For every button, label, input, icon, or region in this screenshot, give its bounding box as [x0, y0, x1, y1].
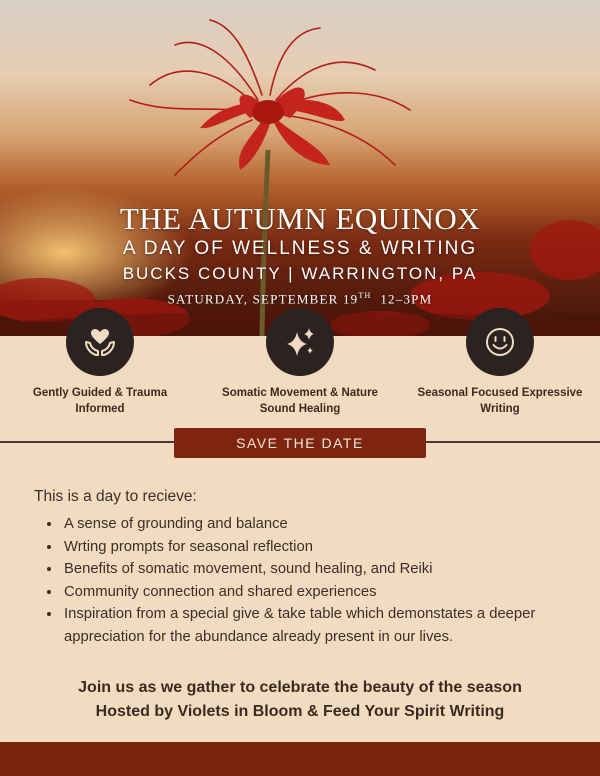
list-item: • Community connection and shared experiences [62, 581, 592, 604]
save-the-date-button[interactable]: SAVE THE DATE [174, 428, 426, 458]
closing-message [0, 676, 600, 724]
benefits-list [42, 513, 592, 648]
feature-expressive-writing [400, 308, 600, 417]
sparkle-icon [266, 308, 334, 376]
heart-hands-icon [66, 308, 134, 376]
list-item: • Wrting prompts for seasonal reflection [62, 536, 592, 559]
closing-line-1: Join us as we gather to celebrate the beauty of the season [78, 679, 522, 696]
feature-label: Seasonal Focused Expressive Writing [417, 387, 583, 415]
event-date-suffix: TH [358, 291, 372, 300]
event-date-line [0, 286, 600, 309]
details-intro: This is a day to recieve: [34, 488, 197, 505]
list-item: • Inspiration from a special give & take table which demonstates a deeper appreciation for the abundance already present in our lives. [62, 603, 592, 648]
hero-image [0, 0, 600, 336]
footer-bar [0, 742, 600, 776]
event-title: THE AUTUMN EQUINOX [119, 201, 481, 236]
list-item: • A sense of grounding and balance [62, 513, 592, 536]
list-item: • Benefits of somatic movement, sound healing, and Reiki [62, 558, 592, 581]
feature-trauma-informed [0, 308, 200, 417]
feature-somatic-movement [200, 308, 400, 417]
closing-line-2: Hosted by Violets in Bloom & Feed Your Spirit Writing [95, 703, 505, 720]
event-time: 12–3PM [380, 291, 433, 307]
smiley-icon [466, 308, 534, 376]
feature-label: Gently Guided & Trauma Informed [32, 387, 168, 415]
feature-label: Somatic Movement & Nature Sound Healing [222, 387, 378, 415]
title-block [0, 202, 600, 309]
event-date: SATURDAY, SEPTEMBER 19 [167, 291, 359, 307]
event-subtitle: A DAY OF WELLNESS & WRITING [122, 238, 478, 259]
event-location: BUCKS COUNTY | WARRINGTON, PA [122, 264, 478, 283]
